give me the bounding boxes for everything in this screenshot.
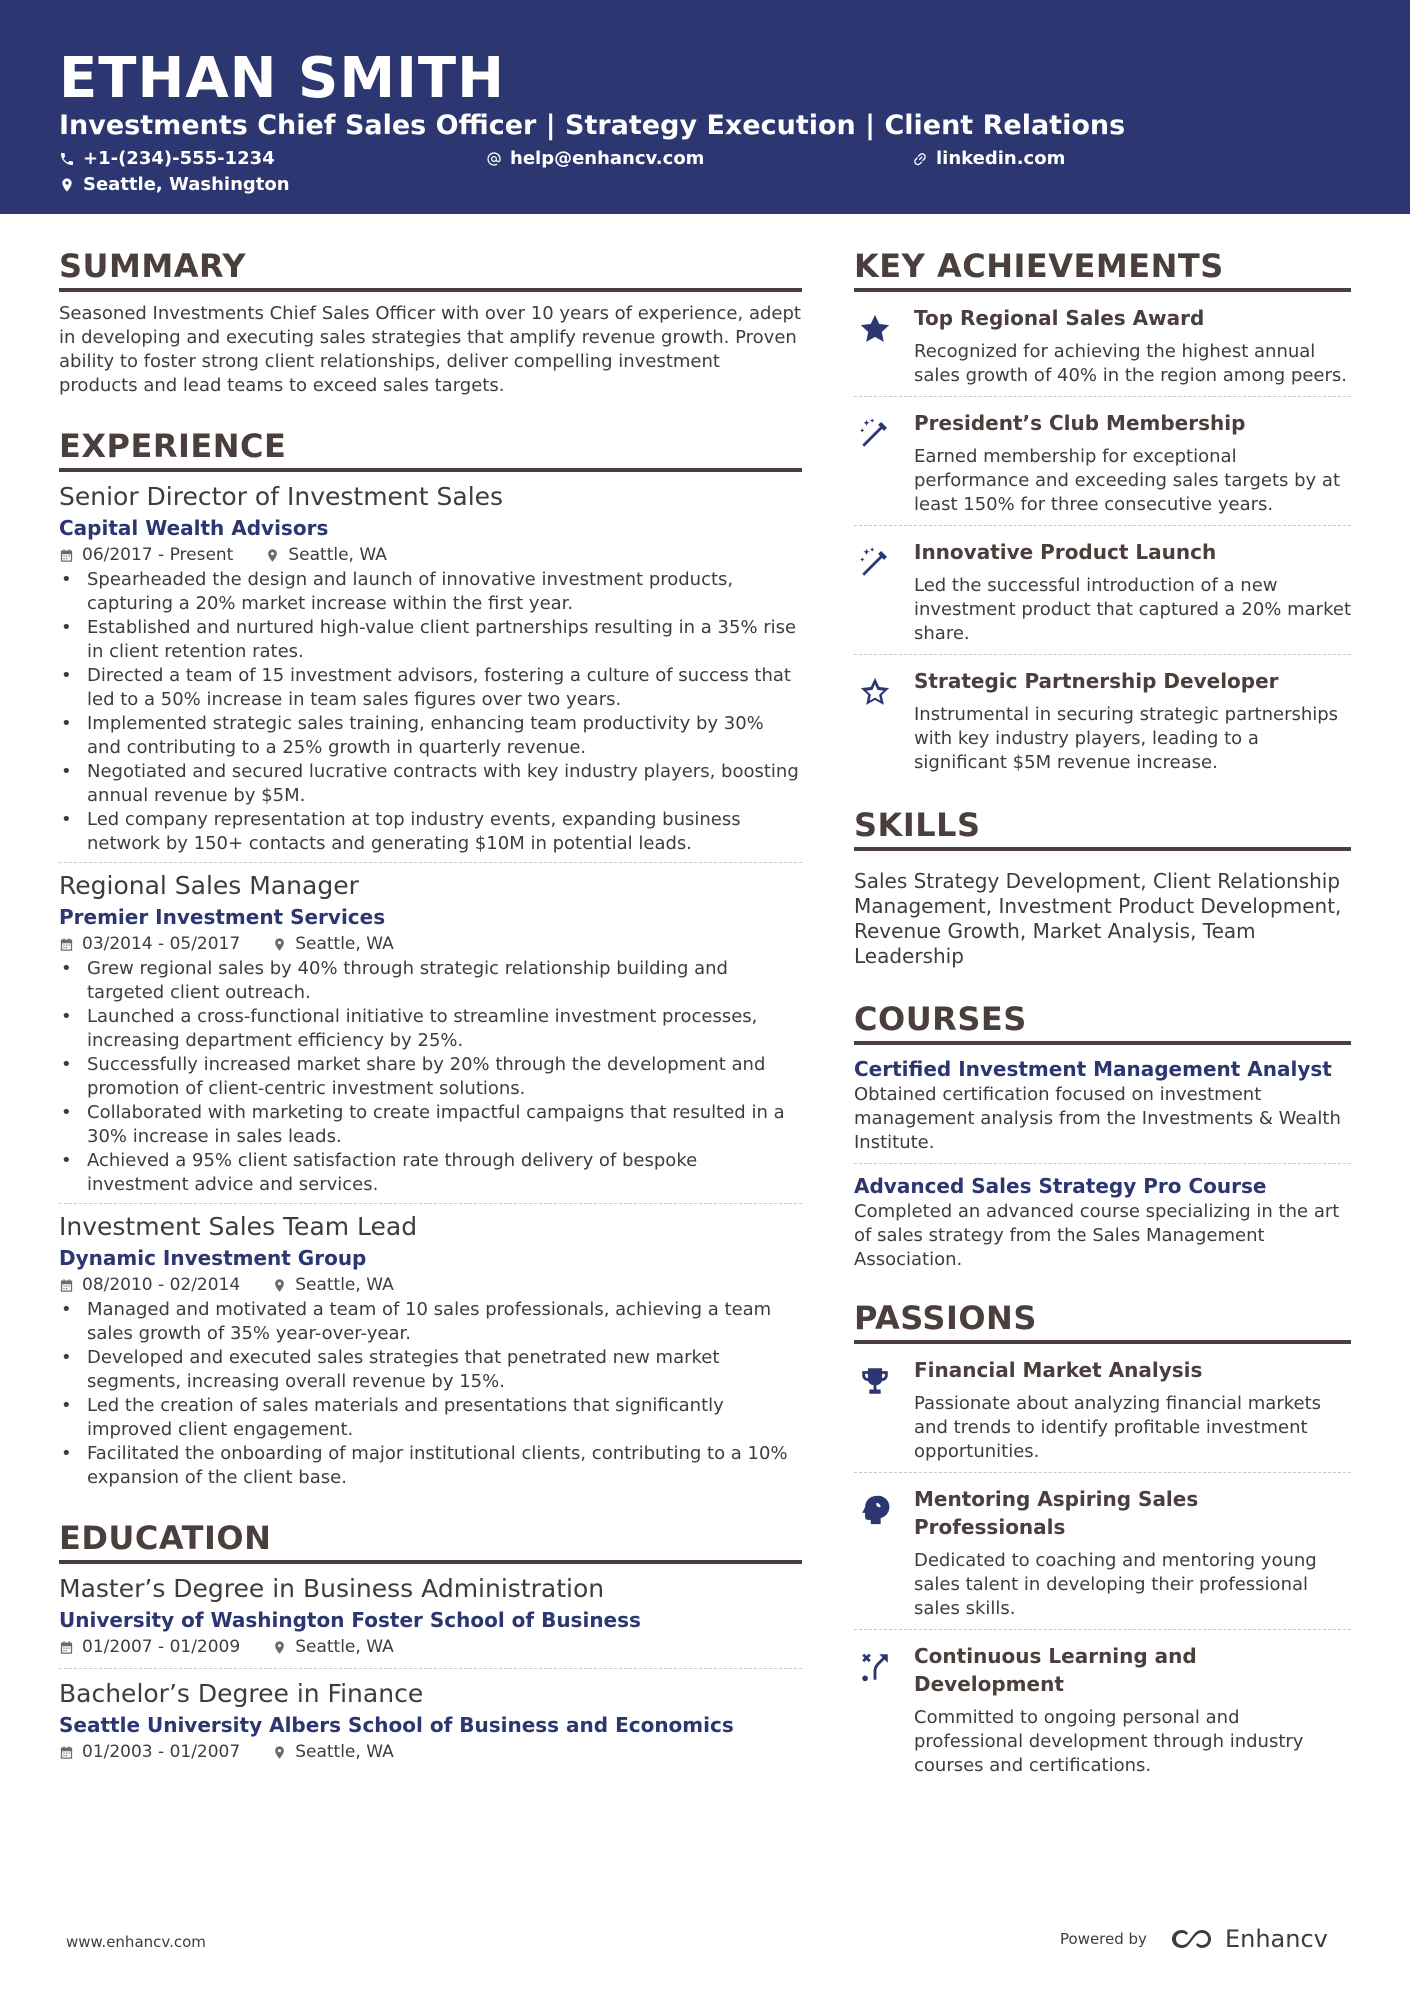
enhancv-logo[interactable] xyxy=(1169,1925,1328,1953)
link-icon xyxy=(912,151,928,167)
job-meta xyxy=(59,1272,802,1298)
right-column xyxy=(854,246,1351,1782)
passion-desc: Committed to ongoing personal and professional development through industry courses and certifications. xyxy=(914,1707,1304,1776)
bullet-item: • Launched a cross-functional initiative to streamline investment processes, increasing department efficiency by 25%. xyxy=(59,1005,802,1053)
achievements-heading: KEY ACHIEVEMENTS xyxy=(854,246,1351,292)
calendar-icon xyxy=(59,1278,74,1293)
school-name: University of Washington Foster School of Business xyxy=(59,1608,641,1632)
location-pin-icon xyxy=(272,1640,287,1655)
candidate-name: ETHAN SMITH xyxy=(59,46,505,111)
passion-item xyxy=(854,1473,1351,1630)
star-outline-icon xyxy=(858,675,892,709)
job-title: Senior Director of Investment Sales xyxy=(59,482,504,511)
calendar-icon xyxy=(59,937,74,952)
achievement-item xyxy=(854,397,1351,526)
job-location: Seattle, WA xyxy=(288,545,387,565)
courses-section xyxy=(854,999,1351,1272)
passions-heading: PASSIONS xyxy=(854,1298,1351,1344)
bullet-item: • Achieved a 95% client satisfaction rate through delivery of bespoke investment advice and services. xyxy=(59,1149,802,1197)
bullet-item: • Established and nurtured high-value client partnerships resulting in a 35% rise in client retention rates. xyxy=(59,616,802,664)
course-desc: Obtained certification focused on investment management analysis from the Investments & Wealth Institute. xyxy=(854,1084,1341,1153)
summary-text: Seasoned Investments Chief Sales Officer with over 10 years of experience, adept in developing and executing sales strategies that amplify revenue growth. Proven ability to foster strong client relationships, deliver compelling investment products and lead teams to exceed sales targets. xyxy=(59,303,801,396)
courses-heading: COURSES xyxy=(854,999,1351,1045)
contact-email[interactable] xyxy=(486,147,704,171)
bullet-item: • Led company representation at top industry events, expanding business network by 150+ contacts and generating $10M in potential leads. xyxy=(59,808,802,856)
achievement-title: Innovative Product Launch xyxy=(914,540,1217,564)
education-location: Seattle, WA xyxy=(295,1637,394,1657)
company-name: Premier Investment Services xyxy=(59,905,386,929)
job-bullets xyxy=(59,957,802,1197)
bullet-item: • Grew regional sales by 40% through strategic relationship building and targeted client outreach. xyxy=(59,957,802,1005)
passions-section xyxy=(854,1298,1351,1782)
course-title: Advanced Sales Strategy Pro Course xyxy=(854,1174,1267,1198)
education-entry xyxy=(59,1572,802,1669)
contact-location xyxy=(59,173,290,197)
location-pin-icon xyxy=(59,177,75,193)
brand-name: Enhancv xyxy=(1224,1925,1328,1953)
location-pin-icon xyxy=(265,548,280,563)
job-dates: 06/2017 - Present xyxy=(82,545,234,565)
passion-title: Financial Market Analysis xyxy=(914,1358,1203,1382)
job-title: Regional Sales Manager xyxy=(59,871,359,900)
at-icon xyxy=(486,151,502,167)
experience-entry xyxy=(59,480,802,863)
job-location: Seattle, WA xyxy=(295,934,394,954)
course-title: Certified Investment Management Analyst xyxy=(854,1057,1332,1081)
passion-desc: Passionate about analyzing financial markets and trends to identify profitable investment opportunities. xyxy=(914,1393,1322,1462)
bullet-item: • Developed and executed sales strategies that penetrated new market segments, increasing overall revenue by 15%. xyxy=(59,1346,802,1394)
passion-item xyxy=(854,1630,1351,1782)
location-pin-icon xyxy=(272,1278,287,1293)
education-dates: 01/2007 - 01/2009 xyxy=(82,1637,241,1657)
education-meta xyxy=(59,1634,802,1660)
bullet-item: • Implemented strategic sales training, enhancing team productivity by 30% and contributing to a 25% growth in quarterly revenue. xyxy=(59,712,802,760)
bullet-item: • Spearheaded the design and launch of innovative investment products, capturing a 20% market increase within the first year. xyxy=(59,568,802,616)
achievement-desc: Led the successful introduction of a new investment product that captured a 20% market share. xyxy=(914,575,1352,644)
achievement-item xyxy=(854,292,1351,397)
course-item xyxy=(854,1045,1351,1164)
skills-heading: SKILLS xyxy=(854,805,1351,851)
degree-title: Master’s Degree in Business Administration xyxy=(59,1574,605,1603)
passion-title: Continuous Learning and Development xyxy=(914,1644,1197,1696)
company-name: Capital Wealth Advisors xyxy=(59,516,329,540)
calendar-icon xyxy=(59,548,74,563)
education-meta xyxy=(59,1739,802,1765)
bullet-item: • Successfully increased market share by 20% through the development and promotion of client-centric investment solutions. xyxy=(59,1053,802,1101)
achievement-desc: Instrumental in securing strategic partnerships with key industry players, leading to a significant $5M revenue increase. xyxy=(914,704,1339,773)
job-dates: 03/2014 - 05/2017 xyxy=(82,934,241,954)
job-location: Seattle, WA xyxy=(295,1275,394,1295)
left-column xyxy=(59,246,802,1765)
school-name: Seattle University Albers School of Business and Economics xyxy=(59,1713,734,1737)
experience-heading: EXPERIENCE xyxy=(59,426,802,472)
achievement-title: Strategic Partnership Developer xyxy=(914,669,1279,693)
bullet-item: • Led the creation of sales materials and presentations that significantly improved client engagement. xyxy=(59,1394,802,1442)
skills-section xyxy=(854,805,1351,969)
job-title: Investment Sales Team Lead xyxy=(59,1212,418,1241)
education-dates: 01/2003 - 01/2007 xyxy=(82,1742,241,1762)
achievement-title: Top Regional Sales Award xyxy=(914,306,1205,330)
course-desc: Completed an advanced course specializing in the art of sales strategy from the Sales Management Association. xyxy=(854,1201,1340,1270)
bullet-item: • Managed and motivated a team of 10 sales professionals, achieving a team sales growth of 35% year-over-year. xyxy=(59,1298,802,1346)
job-meta xyxy=(59,542,802,568)
passion-item xyxy=(854,1344,1351,1473)
magic-wand-icon xyxy=(858,417,892,451)
experience-entry xyxy=(59,1210,802,1490)
phone-icon xyxy=(59,151,75,167)
skills-text: Sales Strategy Development, Client Relationship Management, Investment Product Development, Revenue Growth, Market Analysis, Team Leadership xyxy=(854,869,1342,968)
calendar-icon xyxy=(59,1745,74,1760)
footer-website[interactable]: www.enhancv.com xyxy=(66,1933,206,1951)
footer-branding xyxy=(1060,1925,1328,1953)
trophy-icon xyxy=(858,1364,892,1398)
email-text: help@enhancv.com xyxy=(510,148,705,169)
resume-header xyxy=(0,0,1410,214)
bullet-item: • Collaborated with marketing to create impactful campaigns that resulted in a 30% increase in sales leads. xyxy=(59,1101,802,1149)
company-name: Dynamic Investment Group xyxy=(59,1246,367,1270)
contact-linkedin[interactable] xyxy=(912,147,1065,171)
achievements-section xyxy=(854,246,1351,779)
job-meta xyxy=(59,931,802,957)
passion-desc: Dedicated to coaching and mentoring young sales talent in developing their professional sales skills. xyxy=(914,1550,1317,1619)
job-bullets xyxy=(59,1298,802,1490)
location-pin-icon xyxy=(272,937,287,952)
achievement-title: President’s Club Membership xyxy=(914,411,1246,435)
strategy-icon xyxy=(858,1650,892,1684)
achievement-desc: Recognized for achieving the highest annual sales growth of 40% in the region among peers. xyxy=(914,341,1347,386)
education-location: Seattle, WA xyxy=(295,1742,394,1762)
job-bullets xyxy=(59,568,802,856)
location-pin-icon xyxy=(272,1745,287,1760)
location-text: Seattle, Washington xyxy=(83,174,290,195)
degree-title: Bachelor’s Degree in Finance xyxy=(59,1679,424,1708)
summary-heading: SUMMARY xyxy=(59,246,802,292)
bullet-item: • Negotiated and secured lucrative contracts with key industry players, boosting annual revenue by $5M. xyxy=(59,760,802,808)
experience-entry xyxy=(59,869,802,1204)
education-heading: EDUCATION xyxy=(59,1518,802,1564)
phone-text: +1-(234)-555-1234 xyxy=(83,148,275,169)
education-entry xyxy=(59,1677,802,1765)
course-item xyxy=(854,1164,1351,1272)
achievement-desc: Earned membership for exceptional performance and exceeding sales targets by at least 150% for three consecutive years. xyxy=(914,446,1341,515)
bullet-item: • Directed a team of 15 investment advisors, fostering a culture of success that led to a 50% increase in team sales figures over two years. xyxy=(59,664,802,712)
powered-by-label: Powered by xyxy=(1060,1930,1147,1948)
calendar-icon xyxy=(59,1640,74,1655)
job-dates: 08/2010 - 02/2014 xyxy=(82,1275,241,1295)
summary-section xyxy=(59,246,802,398)
education-section xyxy=(59,1518,802,1765)
candidate-tagline: Investments Chief Sales Officer | Strategy Execution | Client Relations xyxy=(59,110,1126,141)
enhancv-logo-icon xyxy=(1169,1926,1215,1952)
passion-title: Mentoring Aspiring Sales Professionals xyxy=(914,1487,1199,1539)
linkedin-text: linkedin.com xyxy=(936,148,1066,169)
experience-section xyxy=(59,426,802,1490)
achievement-item xyxy=(854,526,1351,655)
head-icon xyxy=(858,1493,892,1527)
achievement-item xyxy=(854,655,1351,779)
contact-phone[interactable] xyxy=(59,147,275,171)
bullet-item: • Facilitated the onboarding of major institutional clients, contributing to a 10% expansion of the client base. xyxy=(59,1442,802,1490)
star-filled-icon xyxy=(858,312,892,346)
magic-wand-icon xyxy=(858,546,892,580)
